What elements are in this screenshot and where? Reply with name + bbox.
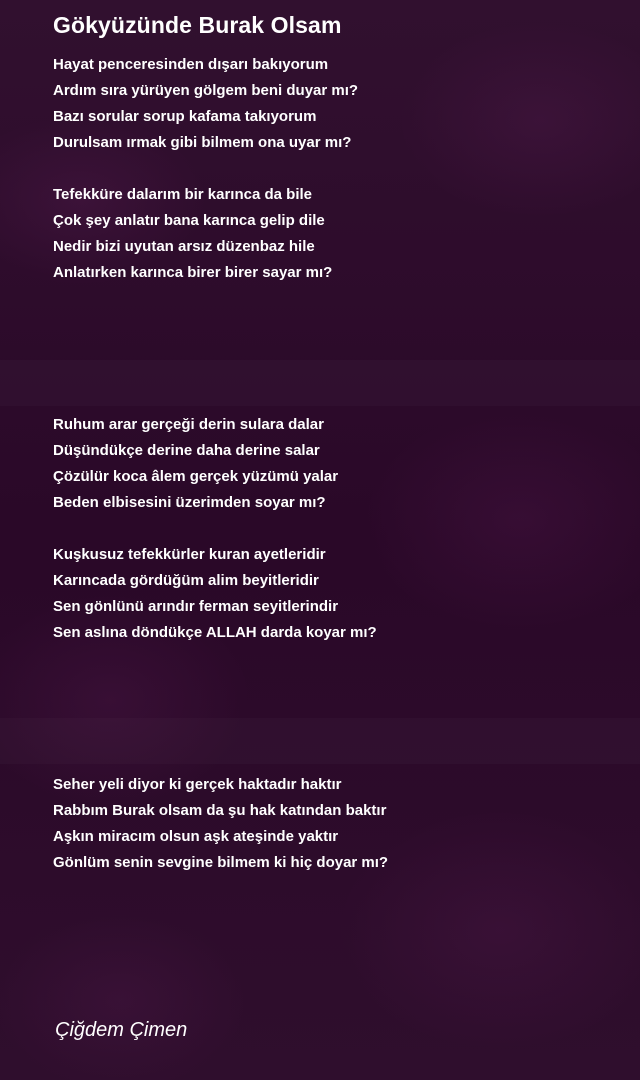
poem-line: Ardım sıra yürüyen gölgem beni duyar mı? bbox=[53, 82, 359, 99]
decorative-band bbox=[0, 718, 640, 764]
poem-line: Kuşkusuz tefekkürler kuran ayetleridir bbox=[53, 546, 326, 563]
poem-line: Aşkın miracım olsun aşk ateşinde yaktır bbox=[53, 828, 339, 845]
poem-line: Çözülür koca âlem gerçek yüzümü yalar bbox=[53, 468, 339, 485]
poem-line: Sen gönlünü arındır ferman seyitlerindir bbox=[53, 598, 339, 615]
poem-line: Anlatırken karınca birer birer sayar mı? bbox=[53, 264, 333, 281]
poem-line: Gönlüm senin sevgine bilmem ki hiç doyar mı? bbox=[53, 854, 389, 871]
poem-line: Çok şey anlatır bana karınca gelip dile bbox=[53, 212, 325, 229]
stanza-4 bbox=[53, 542, 377, 646]
poem-line: Rabbım Burak olsam da şu hak katından baktır bbox=[53, 802, 387, 819]
poem-line: Tefekküre dalarım bir karınca da bile bbox=[53, 186, 312, 203]
stanza-3 bbox=[53, 412, 338, 516]
decorative-band bbox=[0, 360, 640, 406]
poem-title: Gökyüzünde Burak Olsam bbox=[53, 12, 342, 38]
poem-line: Beden elbisesini üzerimden soyar mı? bbox=[53, 494, 326, 511]
stanza-1 bbox=[53, 52, 358, 156]
poem-line: Sen aslına döndükçe ALLAH darda koyar mı? bbox=[53, 624, 377, 641]
poem-line: Ruhum arar gerçeği derin sulara dalar bbox=[53, 416, 324, 433]
poem-line: Seher yeli diyor ki gerçek haktadır haktır bbox=[53, 776, 342, 793]
poem-line: Düşündükçe derine daha derine salar bbox=[53, 442, 320, 459]
poem-line: Nedir bizi uyutan arsız düzenbaz hile bbox=[53, 238, 315, 255]
stanza-2 bbox=[53, 182, 332, 286]
poem-line: Bazı sorular sorup kafama takıyorum bbox=[53, 108, 317, 125]
poem-line: Durulsam ırmak gibi bilmem ona uyar mı? bbox=[53, 134, 352, 151]
poem-line: Hayat penceresinden dışarı bakıyorum bbox=[53, 56, 329, 73]
poem-author: Çiğdem Çimen bbox=[55, 1019, 188, 1041]
stanza-5 bbox=[53, 772, 388, 876]
poem-line: Karıncada gördüğüm alim beyitleridir bbox=[53, 572, 319, 589]
